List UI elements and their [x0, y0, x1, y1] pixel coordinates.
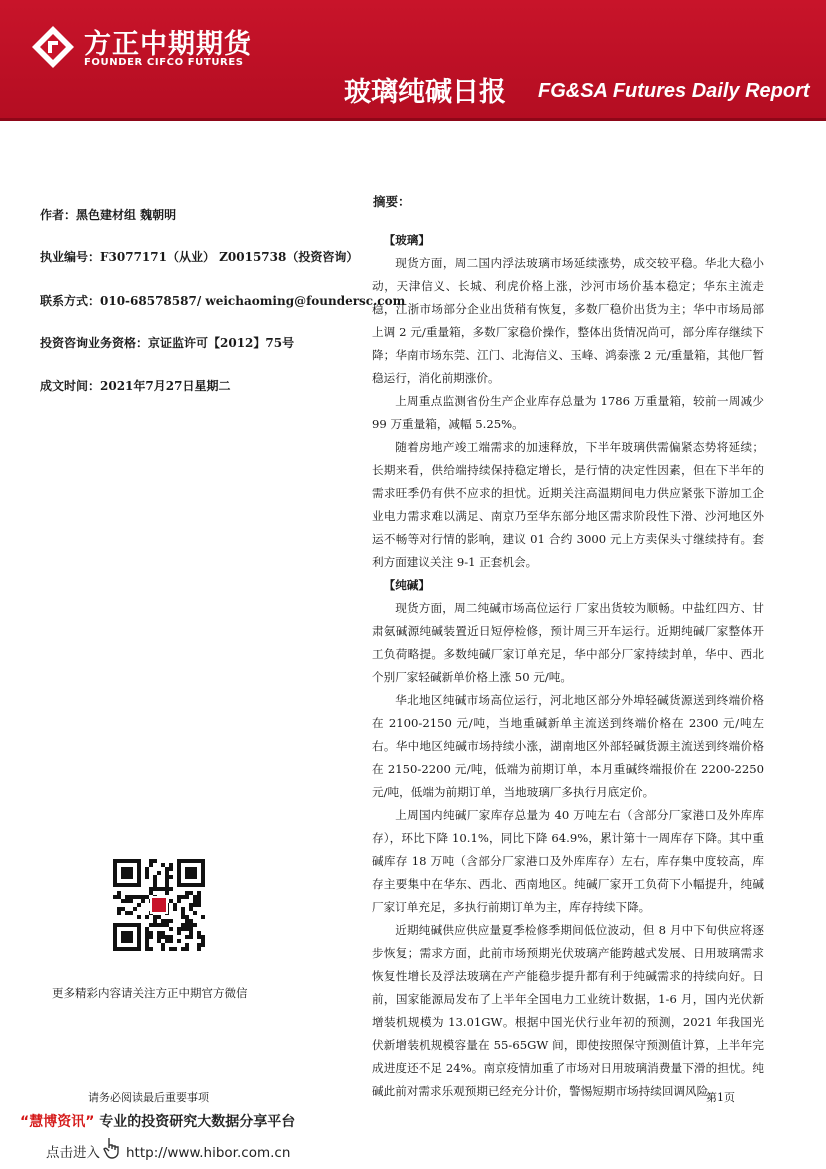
page-number: 第1页	[706, 1091, 735, 1104]
qr-module	[137, 903, 141, 907]
qr-module	[117, 891, 121, 895]
qr-module	[173, 907, 177, 911]
ad-quote-open: “	[20, 1114, 30, 1130]
qr-code-graphic	[113, 859, 205, 951]
license-line: 执业编号：F3077171（从业） Z0015738（投资咨询）	[40, 250, 359, 264]
qr-module	[129, 899, 133, 903]
qr-module	[193, 899, 197, 903]
qr-module	[185, 895, 189, 899]
date-line: 成文时间：2021年7月27日星期二	[40, 379, 231, 393]
qr-module	[185, 947, 189, 951]
qr-module	[157, 931, 161, 935]
qr-module	[121, 899, 125, 903]
qr-module	[145, 895, 149, 899]
qr-module	[165, 883, 169, 887]
qr-module	[201, 943, 205, 947]
qr-module	[149, 887, 153, 891]
company-name-en: FOUNDER CIFCO FUTURES	[84, 57, 244, 68]
qr-module	[169, 875, 173, 879]
qr-module	[189, 891, 193, 895]
qr-module	[181, 927, 185, 931]
qr-module	[157, 887, 161, 891]
qr-module	[193, 895, 197, 899]
qr-module	[197, 935, 201, 939]
qr-module	[153, 879, 157, 883]
qr-module	[165, 923, 169, 927]
qr-module	[153, 875, 157, 879]
qr-module	[133, 907, 137, 911]
qr-finder-core	[121, 931, 133, 943]
qr-module	[149, 859, 153, 863]
qr-module	[189, 919, 193, 923]
body-paragraph: 近期纯碱供应供应量夏季检修季期间低位波动，但 8 月中下旬供应将逐步恢复；需求方面，此前市场预期光伏玻璃产能跨越式发展、日用玻璃需求恢复性增长及浮法玻璃在产产能稳步提升都有利于纯碱需求的持续向好。日前，国家能源局发布了上半年全国电力工业统计数据，1-6 月，国内光伏新增装机规模为 13.01GW。根据中国光伏行业年初的预测，2021 年我国光伏新增装机规模容量在 55-65GW 间，即使按照保守预测值计算，上半年完成进度还不足 24%。南京疫情加重了市场对日用玻璃消费量下滑的担忧。纯碱此前对需求乐观预期已经充分计价，警惕短期市场持续回调风险。	[372, 923, 764, 1098]
qr-module	[117, 895, 121, 899]
qr-module	[141, 899, 145, 903]
qr-module	[165, 887, 169, 891]
qr-module	[153, 883, 157, 887]
qr-module	[113, 895, 117, 899]
qr-module	[193, 911, 197, 915]
qr-module	[197, 899, 201, 903]
qr-module	[177, 899, 181, 903]
qr-module	[161, 919, 165, 923]
qr-module	[197, 931, 201, 935]
report-title-en: FG&SA Futures Daily Report	[538, 80, 810, 102]
ad-click-label[interactable]: 点击进入	[46, 1145, 100, 1161]
qr-module	[125, 899, 129, 903]
qr-module	[169, 947, 173, 951]
qr-module	[117, 911, 121, 915]
qr-module	[161, 931, 165, 935]
qr-module	[197, 947, 201, 951]
qr-module	[189, 935, 193, 939]
qr-module	[169, 927, 173, 931]
section-heading: 【玻璃】	[383, 233, 430, 247]
qr-module	[197, 943, 201, 947]
qr-module	[149, 923, 153, 927]
qr-module	[165, 939, 169, 943]
qr-module	[169, 899, 173, 903]
hibor-ad-link[interactable]	[46, 1141, 290, 1161]
qr-module	[177, 939, 181, 943]
qr-module	[177, 927, 181, 931]
qr-module	[145, 927, 149, 931]
contact-line: 联系方式：010-68578587/ weichaoming@foundersc.com	[40, 294, 406, 308]
qr-module	[141, 895, 145, 899]
qr-finder-core	[185, 867, 197, 879]
qr-module	[153, 887, 157, 891]
qr-module	[153, 859, 157, 863]
hibor-ad-tagline	[20, 1111, 295, 1131]
qr-module	[145, 947, 149, 951]
qr-module	[181, 911, 185, 915]
qr-module	[165, 879, 169, 883]
abstract-title: 摘要：	[373, 194, 411, 209]
qr-module	[157, 923, 161, 927]
qr-module	[193, 923, 197, 927]
qr-module	[181, 907, 185, 911]
qr-module	[161, 887, 165, 891]
qr-module	[161, 947, 165, 951]
qr-module	[165, 871, 169, 875]
qr-module	[121, 907, 125, 911]
qr-module	[169, 863, 173, 867]
qr-module	[161, 935, 165, 939]
qr-module	[149, 863, 153, 867]
qr-module	[169, 939, 173, 943]
body-paragraph: 华北地区纯碱市场高位运行，河北地区部分外埠轻碱货源送到终端价格在 2100-2150 元/吨，当地重碱新单主流送到终端价格在 2300 元/吨左右。华中地区纯碱市场持续小涨，湖南地区外部轻碱货源主流送到终端价格在 2150-2200 元/吨，低端为前期订单，本月重碱终端报价在 2200-2250 元/吨，低端为前期订单，当地玻璃厂多执行月底定价。	[372, 693, 764, 799]
qr-module	[189, 903, 193, 907]
qr-module	[177, 931, 181, 935]
ad-tagline: 专业的投资研究大数据分享平台	[94, 1114, 296, 1130]
qr-module	[149, 947, 153, 951]
qr-module	[145, 871, 149, 875]
qr-module	[117, 907, 121, 911]
body-paragraph: 现货方面，周二国内浮法玻璃市场延续涨势，成交较平稳。华北大稳小动，天津信义、长城、利虎价格上涨，沙河市场价基本稳定；华东主流走稳，江浙市场部分企业出货稍有恢复，多数厂稳价出货为主；华中市场局部上调 2 元/重量箱，多数厂家稳价操作，整体出货情况尚可，部分库存继续下降；华南市场东莞、江门、北海信义、玉峰、鸿泰涨 2 元/重量箱，其他厂暂稳运行，消化前期涨价。	[372, 256, 764, 385]
ad-url[interactable]: http://www.hibor.com.cn	[126, 1145, 291, 1161]
qr-module	[201, 915, 205, 919]
qr-module	[165, 935, 169, 939]
qr-module	[173, 903, 177, 907]
qr-module	[149, 935, 153, 939]
body-paragraph: 随着房地产竣工端需求的加速释放，下半年玻璃供需偏紧态势将延续；长期来看，供给端持续保持稳定增长，是行情的决定性因素，但在下半年的需求旺季仍有供不应求的担忧。近期关注高温期间电力供应紧张下游加工企业电力需求难以满足、南京乃至华东部分地区需求阶段性下滑、沙河地区外运不畅等对行情的影响，建议 01 合约 3000 元上方卖保头寸继续持有。套利方面建议关注 9-1 正套机会。	[372, 440, 764, 569]
author-line: 作者：黑色建材组 魏朝明	[40, 208, 177, 222]
qr-module	[149, 931, 153, 935]
ad-quote-close: ”	[85, 1114, 95, 1130]
qr-module	[145, 915, 149, 919]
qr-module	[137, 915, 141, 919]
qr-module	[161, 943, 165, 947]
qr-module	[165, 891, 169, 895]
qr-module	[185, 923, 189, 927]
qr-module	[153, 919, 157, 923]
qr-module	[157, 935, 161, 939]
qr-module	[149, 891, 153, 895]
qr-module	[169, 867, 173, 871]
qr-module	[181, 895, 185, 899]
body-paragraph: 现货方面，周二纯碱市场高位运行 厂家出货较为顺畅。中盐红四方、甘肃氨碱源纯碱装置近日短停检修，预计周三开车运行。近期纯碱厂家整体开工负荷略提。多数纯碱厂家订单充足，华中部分厂家持续封单，华中、西北个别厂家轻碱新单价格上涨 50 元/吨。	[372, 601, 764, 684]
qr-module	[197, 891, 201, 895]
header-banner	[0, 0, 826, 121]
qr-module	[185, 915, 189, 919]
qr-module	[181, 915, 185, 919]
qr-module	[189, 923, 193, 927]
qr-module	[161, 863, 165, 867]
qr-module	[169, 887, 173, 891]
qr-module	[165, 867, 169, 871]
qr-module	[169, 935, 173, 939]
pointing-hand-icon	[102, 1137, 122, 1159]
qr-module	[177, 895, 181, 899]
report-title-cn: 玻璃纯碱日报	[344, 77, 506, 108]
qr-module	[125, 895, 129, 899]
section-heading: 【纯碱】	[383, 578, 430, 592]
ad-highlight: 慧博资讯	[29, 1114, 86, 1130]
qr-module	[185, 927, 189, 931]
qr-caption: 更多精彩内容请关注方正中期官方微信	[52, 986, 248, 1000]
qr-module	[125, 911, 129, 915]
qr-module	[153, 923, 157, 927]
qr-module	[197, 903, 201, 907]
qr-module	[129, 911, 133, 915]
qr-code-icon	[113, 859, 205, 951]
qr-module	[181, 947, 185, 951]
qr-module	[189, 907, 193, 911]
qr-module	[185, 891, 189, 895]
qr-module	[169, 919, 173, 923]
qr-module	[157, 915, 161, 919]
qr-module	[145, 935, 149, 939]
qr-module	[165, 875, 169, 879]
abstract-body	[372, 229, 764, 1103]
qualification-line: 投资咨询业务资格：京证监许可【2012】75号	[40, 336, 295, 350]
qr-module	[201, 939, 205, 943]
qr-module	[145, 931, 149, 935]
qr-module	[137, 895, 141, 899]
qr-module	[185, 943, 189, 947]
qr-module	[161, 923, 165, 927]
qr-module	[189, 931, 193, 935]
company-name-cn: 方正中期期货	[84, 29, 252, 60]
qr-finder-core	[121, 867, 133, 879]
qr-module	[185, 935, 189, 939]
qr-module	[157, 871, 161, 875]
qr-module	[145, 943, 149, 947]
founder-logo-icon	[31, 25, 75, 69]
qr-module	[197, 895, 201, 899]
qr-module	[189, 927, 193, 931]
qr-module	[185, 919, 189, 923]
footer-notice: 请务必阅读最后重要事项	[88, 1091, 209, 1104]
qr-module	[165, 919, 169, 923]
body-paragraph: 上周重点监测省份生产企业库存总量为 1786 万重量箱，较前一周减少 99 万重量箱，减幅 5.25%。	[372, 394, 764, 431]
qr-module	[157, 939, 161, 943]
qr-module	[173, 947, 177, 951]
qr-module	[181, 923, 185, 927]
qr-module	[201, 935, 205, 939]
body-paragraph: 上周国内纯碱厂家库存总量为 40 万吨左右（含部分厂家港口及外库库存），环比下降 10.1%，同比下降 64.9%，累计第十一周库存下降。其中重碱库存 18 万吨（含部分厂家港口及外库库存）左右，库存集中度较高，库存主要集中在华东、西北、西南地区。纯碱厂家开工负荷下小幅提升，纯碱厂家订单充足，多执行前期订单为主，库存持续下降。	[372, 808, 764, 914]
qr-module	[145, 867, 149, 871]
qr-center-logo	[152, 898, 166, 912]
qr-module	[133, 895, 137, 899]
qr-module	[193, 903, 197, 907]
qr-module	[145, 939, 149, 943]
qr-module	[145, 875, 149, 879]
qr-module	[153, 915, 157, 919]
qr-module	[129, 895, 133, 899]
